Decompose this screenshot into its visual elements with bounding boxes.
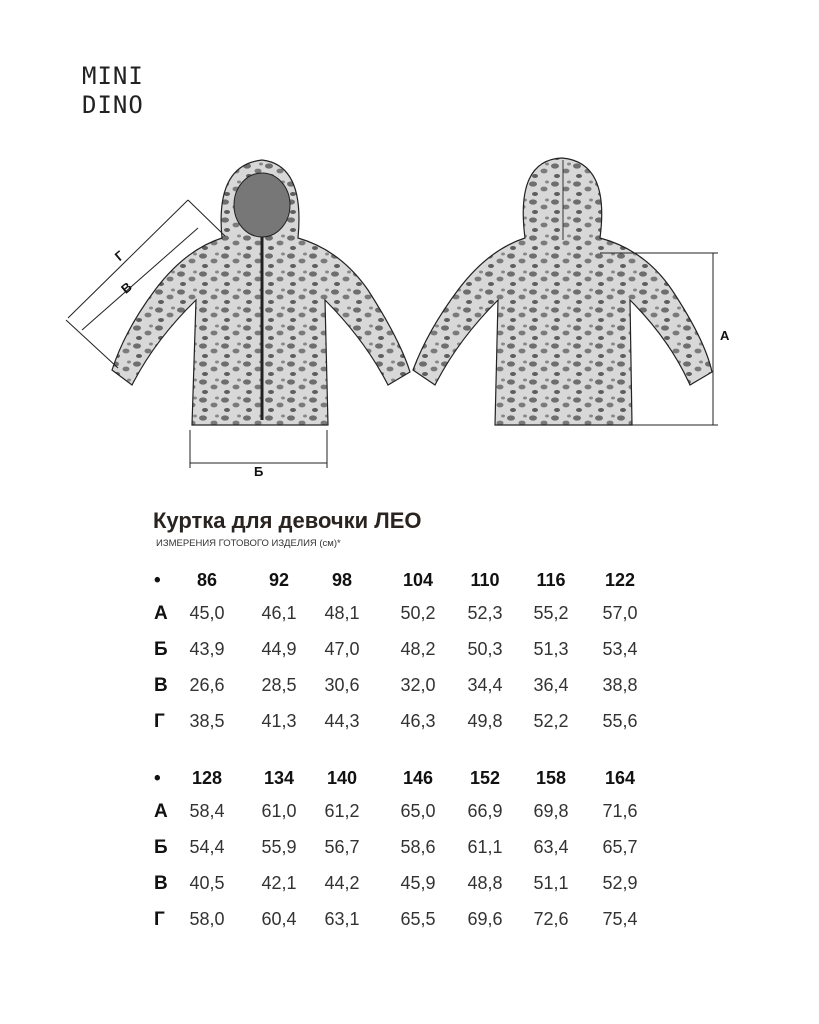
measurement-value: 50,3	[467, 639, 503, 659]
measurement-value: 51,1	[533, 873, 569, 893]
measurement-value: 55,6	[602, 711, 638, 731]
row-label: Б	[154, 837, 168, 858]
size-header: 92	[268, 570, 290, 590]
label-v: В	[118, 279, 135, 297]
measurement-value: 48,2	[400, 639, 436, 659]
measurement-value: 55,9	[261, 837, 297, 857]
measurement-value: 28,5	[261, 675, 297, 695]
measurement-value: 52,3	[467, 603, 503, 623]
measurement-row	[150, 909, 670, 939]
measurement-value: 30,6	[324, 675, 360, 695]
row-label: В	[154, 675, 168, 696]
measurement-value: 63,1	[324, 909, 360, 929]
measurement-row	[150, 711, 670, 741]
measurement-value: 50,2	[400, 603, 436, 623]
measurement-value: 58,6	[400, 837, 436, 857]
measurement-value: 44,2	[324, 873, 360, 893]
measurement-value: 52,9	[602, 873, 638, 893]
measurement-value: 65,5	[400, 909, 436, 929]
size-header: 164	[604, 768, 636, 788]
measurement-value: 42,1	[261, 873, 297, 893]
measurement-value: 55,2	[533, 603, 569, 623]
measurement-value: 26,6	[189, 675, 225, 695]
measurement-value: 63,4	[533, 837, 569, 857]
measurement-value: 44,3	[324, 711, 360, 731]
measurement-value: 65,7	[602, 837, 638, 857]
row-label: А	[154, 801, 168, 822]
size-header-row	[150, 768, 670, 798]
jacket-back	[413, 158, 712, 425]
logo-line-2: DINO	[82, 91, 144, 119]
size-header: 140	[326, 768, 358, 788]
measurement-value: 32,0	[400, 675, 436, 695]
label-a: А	[720, 328, 730, 343]
measurement-value: 43,9	[189, 639, 225, 659]
size-header: 110	[470, 570, 500, 590]
row-label: Г	[154, 711, 165, 732]
size-header: 86	[196, 570, 218, 590]
measurement-value: 46,1	[261, 603, 297, 623]
measurement-row	[150, 837, 670, 867]
size-header: 134	[263, 768, 295, 788]
measurement-value: 71,6	[602, 801, 638, 821]
measurement-value: 69,6	[467, 909, 503, 929]
label-b: Б	[254, 464, 264, 479]
logo-line-1: MINI	[82, 62, 144, 90]
measurement-row	[150, 603, 670, 633]
measurement-row	[150, 873, 670, 903]
measurement-value: 57,0	[602, 603, 638, 623]
measurement-value: 69,8	[533, 801, 569, 821]
bullet-marker: •	[154, 570, 161, 591]
measurement-value: 46,3	[400, 711, 436, 731]
size-header: 104	[402, 570, 434, 590]
size-header: 146	[402, 768, 434, 788]
measurement-value: 48,1	[324, 603, 360, 623]
size-header: 116	[536, 570, 566, 590]
measurement-value: 65,0	[400, 801, 436, 821]
measurement-value: 45,9	[400, 873, 436, 893]
measurement-value: 60,4	[261, 909, 297, 929]
measurement-value: 45,0	[189, 603, 225, 623]
measurement-value: 41,3	[261, 711, 297, 731]
size-header: 98	[331, 570, 353, 590]
size-header-row	[150, 570, 670, 600]
measurement-value: 49,8	[467, 711, 503, 731]
measurement-value: 53,4	[602, 639, 638, 659]
measurement-value: 61,0	[261, 801, 297, 821]
measurement-value: 58,0	[189, 909, 225, 929]
measurement-value: 36,4	[533, 675, 569, 695]
label-g: Г	[111, 247, 128, 264]
brand-logo	[82, 62, 144, 120]
measurement-value: 66,9	[467, 801, 503, 821]
measurement-value: 48,8	[467, 873, 503, 893]
measurement-value: 51,3	[533, 639, 569, 659]
measurement-row	[150, 639, 670, 669]
measurement-value: 54,4	[189, 837, 225, 857]
measurement-value: 56,7	[324, 837, 360, 857]
size-header: 152	[469, 768, 501, 788]
measurement-row	[150, 801, 670, 831]
size-header: 122	[604, 570, 636, 590]
jacket-front	[112, 160, 410, 425]
row-label: Б	[154, 639, 168, 660]
measurement-value: 72,6	[533, 909, 569, 929]
jacket-diagram	[0, 150, 819, 480]
measurement-value: 47,0	[324, 639, 360, 659]
page-title: Куртка для девочки ЛЕО	[153, 508, 422, 533]
row-label: А	[154, 603, 168, 624]
row-label: В	[154, 873, 168, 894]
size-header: 158	[535, 768, 567, 788]
row-label: Г	[154, 909, 165, 930]
bullet-marker: •	[154, 768, 161, 789]
size-header: 128	[191, 768, 223, 788]
measurement-value: 61,1	[467, 837, 503, 857]
measurement-value: 61,2	[324, 801, 360, 821]
measurement-value: 44,9	[261, 639, 297, 659]
measurement-value: 58,4	[189, 801, 225, 821]
measurement-value: 40,5	[189, 873, 225, 893]
page-subtitle: ИЗМЕРЕНИЯ ГОТОВОГО ИЗДЕЛИЯ (см)*	[156, 538, 341, 549]
measurement-value: 38,5	[189, 711, 225, 731]
measurement-value: 52,2	[533, 711, 569, 731]
measurement-row	[150, 675, 670, 705]
measurement-value: 38,8	[602, 675, 638, 695]
measurement-value: 75,4	[602, 909, 638, 929]
measurement-value: 34,4	[467, 675, 503, 695]
